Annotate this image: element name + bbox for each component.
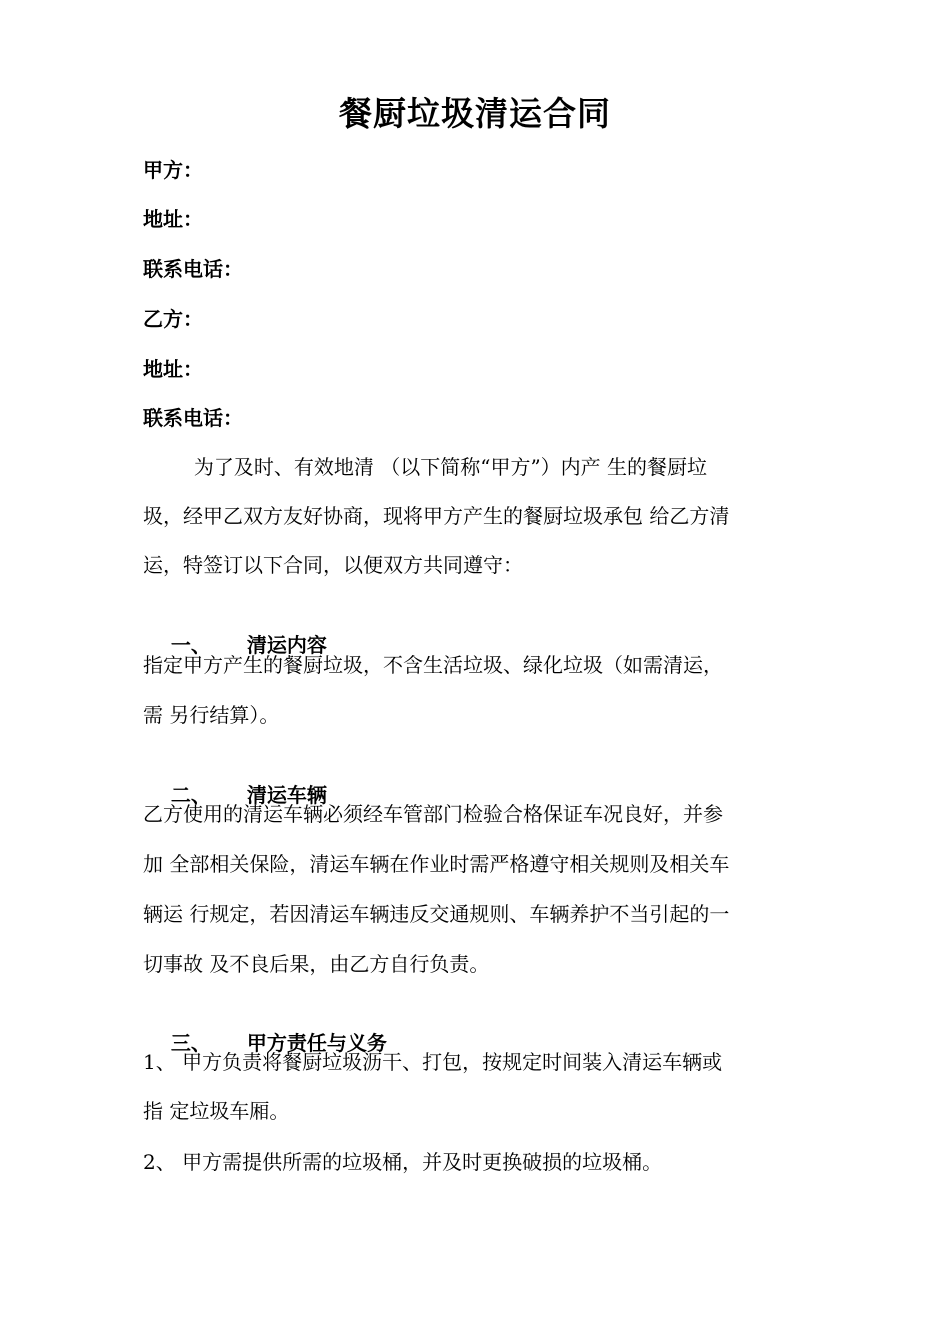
- party-b-phone-label: 联系电话：: [143, 406, 243, 430]
- intro-line: 圾，经甲乙双方友好协商，现将甲方产生的餐厨垃圾承包 给乙方清: [143, 504, 730, 528]
- party-a-phone-label: 联系电话：: [143, 257, 243, 281]
- section-1-line: 需 另行结算）。: [143, 703, 280, 727]
- intro-line: 运，特签订以下合同，以便双方共同遵守：: [143, 553, 523, 577]
- section-1-line: 指定甲方产生的餐厨垃圾，不含生活垃圾、绿化垃圾（如需清运，: [143, 653, 723, 677]
- party-a-address-label: 地址：: [143, 207, 203, 231]
- section-2-line: 加 全部相关保险，清运车辆在作业时需严格遵守相关规则及相关车: [143, 852, 730, 876]
- section-title: 清运内容: [246, 633, 327, 657]
- section-number: 三、: [170, 1031, 211, 1055]
- section-3-line: 1、 甲方负责将餐厨垃圾沥干、打包，按规定时间装入清运车辆或: [143, 1050, 723, 1074]
- party-b-address-label: 地址：: [143, 357, 203, 381]
- section-3-line: 2、 甲方需提供所需的垃圾桶，并及时更换破损的垃圾桶。: [143, 1150, 663, 1174]
- section-number: 二、: [170, 783, 211, 807]
- party-b-label: 乙方：: [143, 307, 203, 331]
- section-2-line: 切事故 及不良后果，由乙方自行负责。: [143, 952, 490, 976]
- document-title: 餐厨垃圾清运合同: [339, 94, 611, 133]
- section-number: 一、: [170, 633, 211, 657]
- section-2-line: 乙方使用的清运车辆必须经车管部门检验合格保证车况良好，并参: [143, 802, 723, 826]
- section-3-line: 指 定垃圾车厢。: [143, 1099, 290, 1123]
- section-title: 清运车辆: [246, 783, 327, 807]
- section-title: 甲方责任与义务: [246, 1031, 387, 1055]
- party-a-label: 甲方：: [143, 158, 203, 182]
- intro-line: 为了及时、有效地清 （以下简称“甲方”）内产 生的餐厨垃: [143, 455, 708, 479]
- section-2-line: 辆运 行规定，若因清运车辆违反交通规则、车辆养护不当引起的一: [143, 902, 730, 926]
